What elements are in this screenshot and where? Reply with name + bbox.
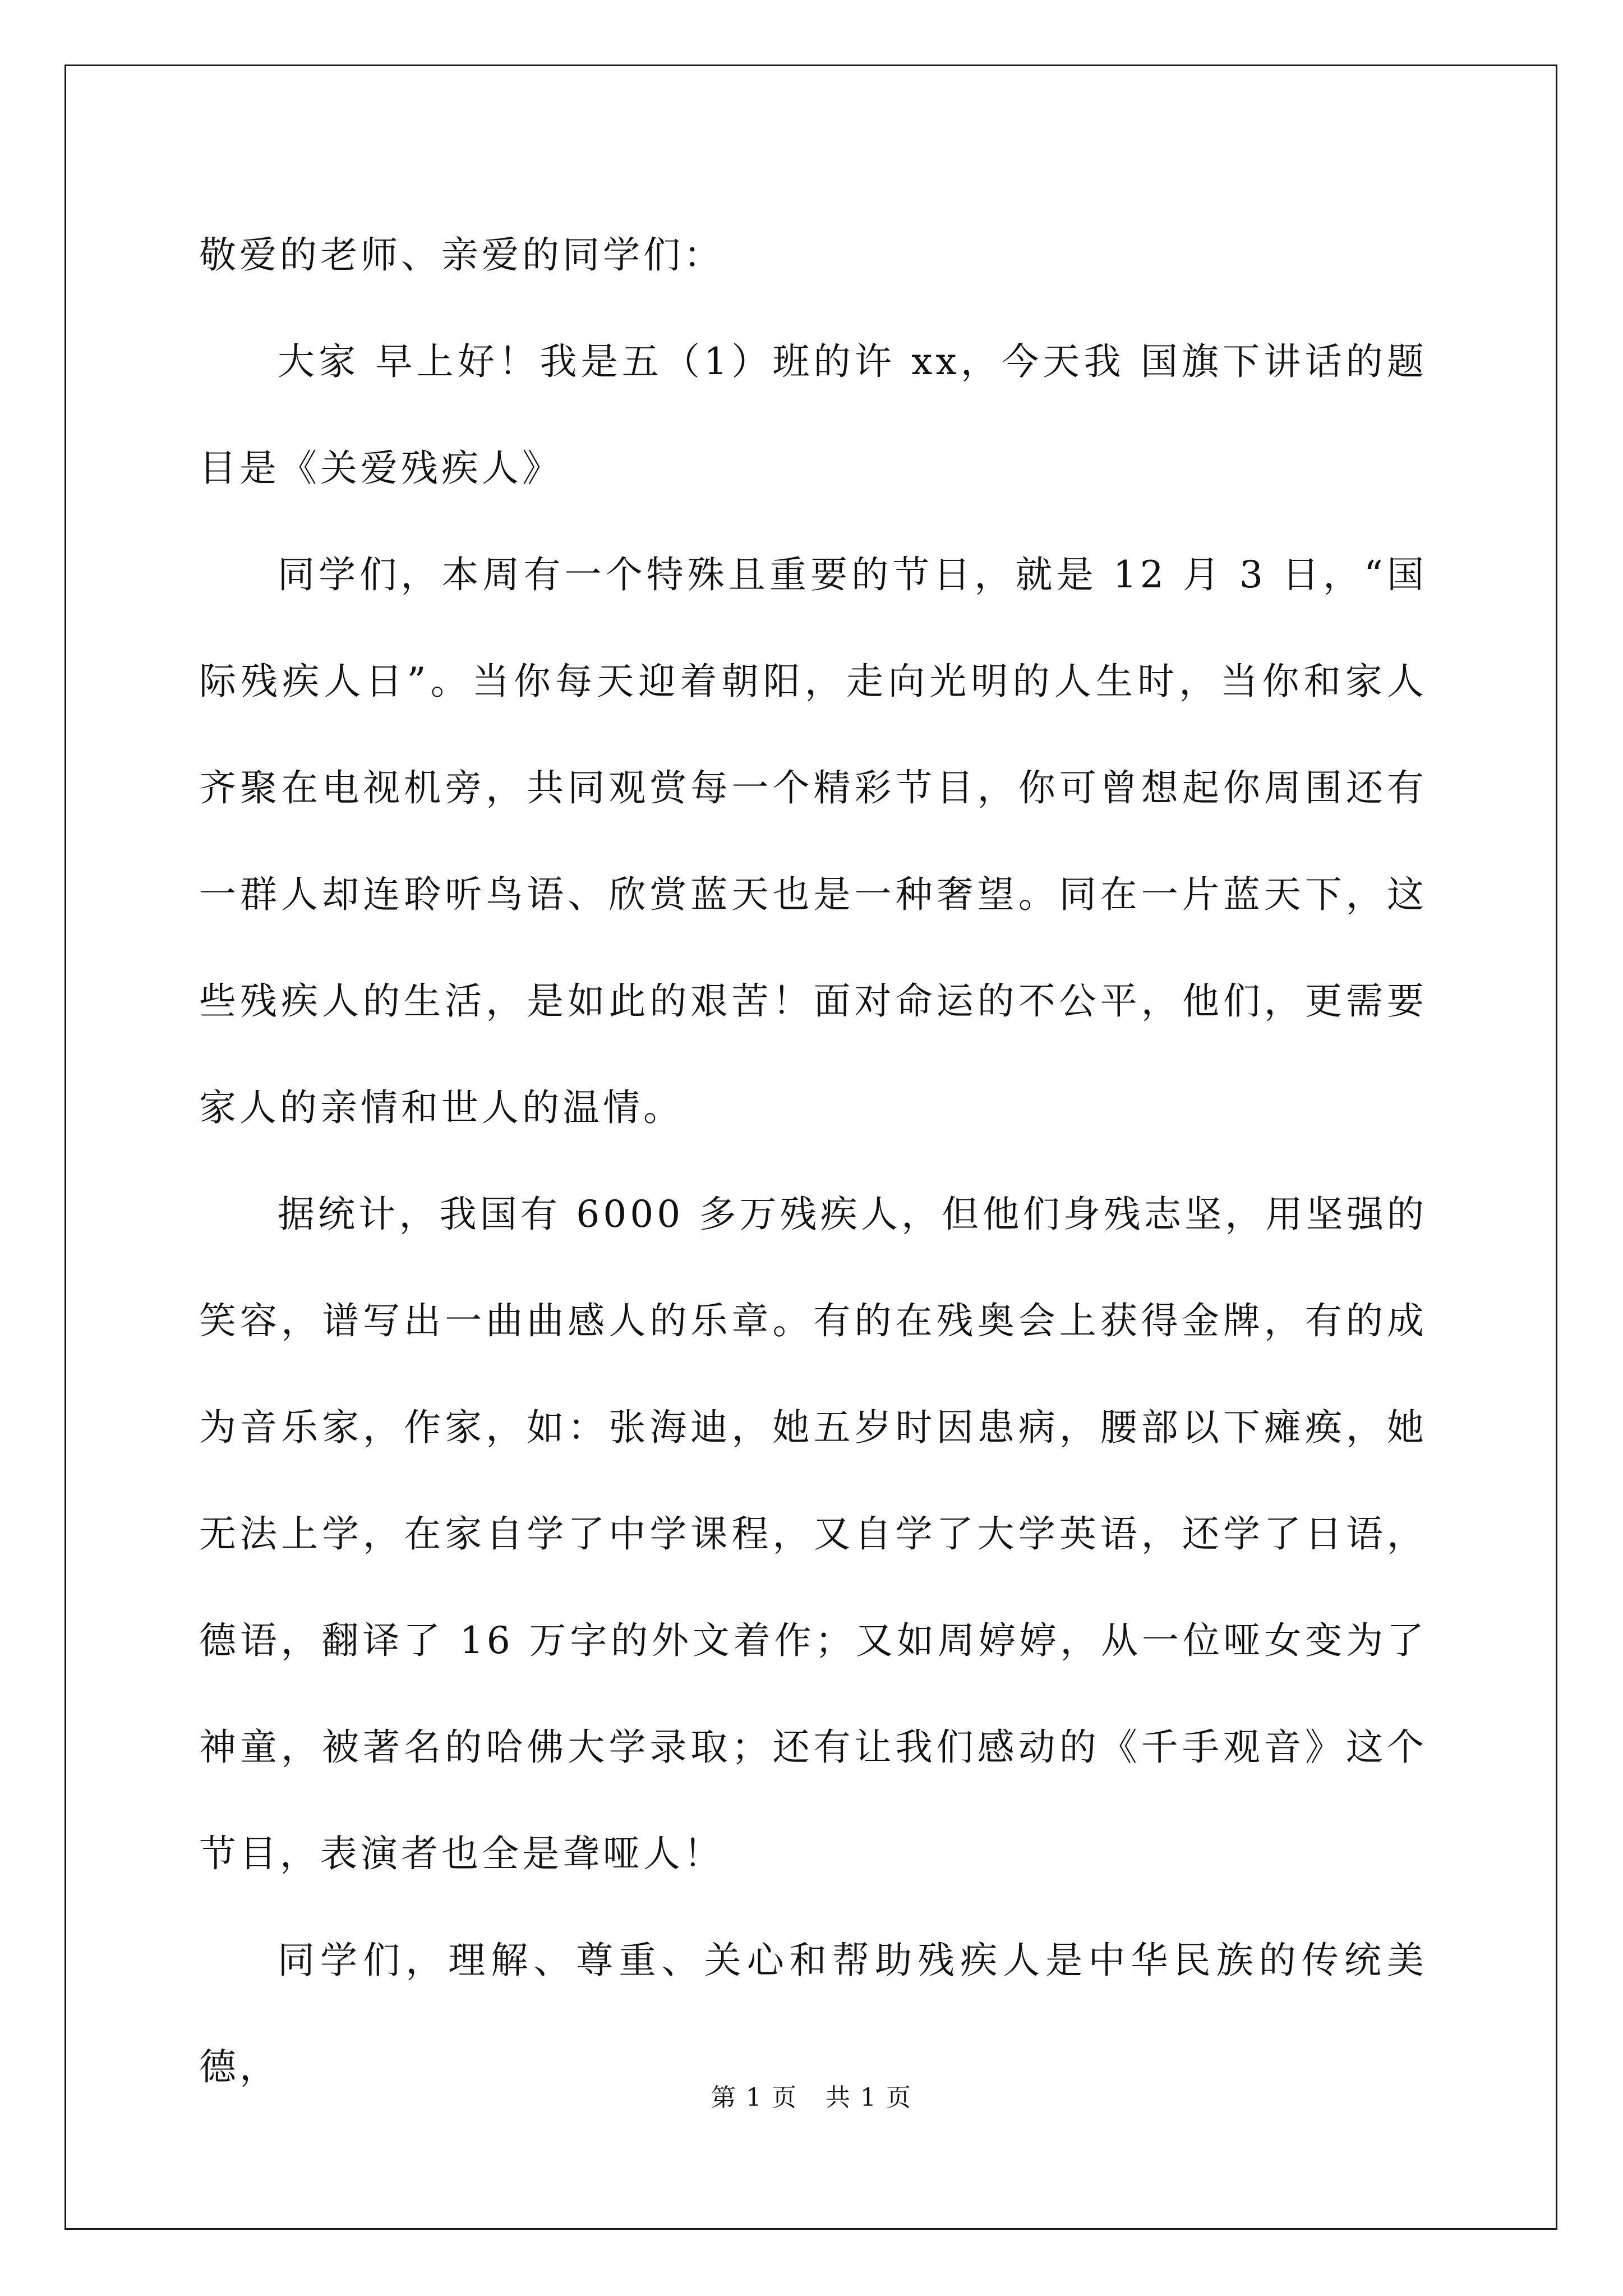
salutation: 敬爱的老师、亲爱的同学们：	[199, 233, 724, 277]
paragraph-2: 同学们，本周有一个特殊且重要的节日，就是 12 月 3 日，“国际残疾人日”。当你每天迎着朝阳，走向光明的人生时，当你和家人齐聚在电视机旁，共同观赏每一个精彩节目，你可曾想起你周围还有一群人却连聆听鸟语、欣赏蓝天也是一种奢望。同在一片蓝天下，这些残疾人的生活，是如此的艰苦！面对命运的不公平，他们，更需要家人的亲情和世人的温情。	[199, 553, 1427, 1129]
page-number: 第 1 页	[711, 2083, 797, 2112]
paragraph-1: 大家 早上好！我是五（1）班的许 xx，今天我 国旗下讲话的题目是《关爱残疾人》	[199, 340, 1427, 490]
page-footer	[0, 2081, 1623, 2115]
document-body	[199, 202, 1427, 2120]
paragraph-4: 同学们，理解、尊重、关心和帮助残疾人是中华民族的传统美德，	[199, 1939, 1427, 2088]
paragraph-3: 据统计，我国有 6000 多万残疾人，但他们身残志坚，用坚强的笑容，谱写出一曲曲感人的乐章。有的在残奥会上获得金牌，有的成为音乐家，作家，如：张海迪，她五岁时因患病，腰部以下瘫痪，她无法上学，在家自学了中学课程，又自学了大学英语，还学了日语，德语，翻译了 16 万字的外文着作；又如周婷婷，从一位哑女变为了神童，被著名的哈佛大学录取；还有让我们感动的《千手观音》这个节目，表演者也全是聋哑人！	[199, 1193, 1427, 1875]
page-total: 共 1 页	[826, 2083, 912, 2112]
